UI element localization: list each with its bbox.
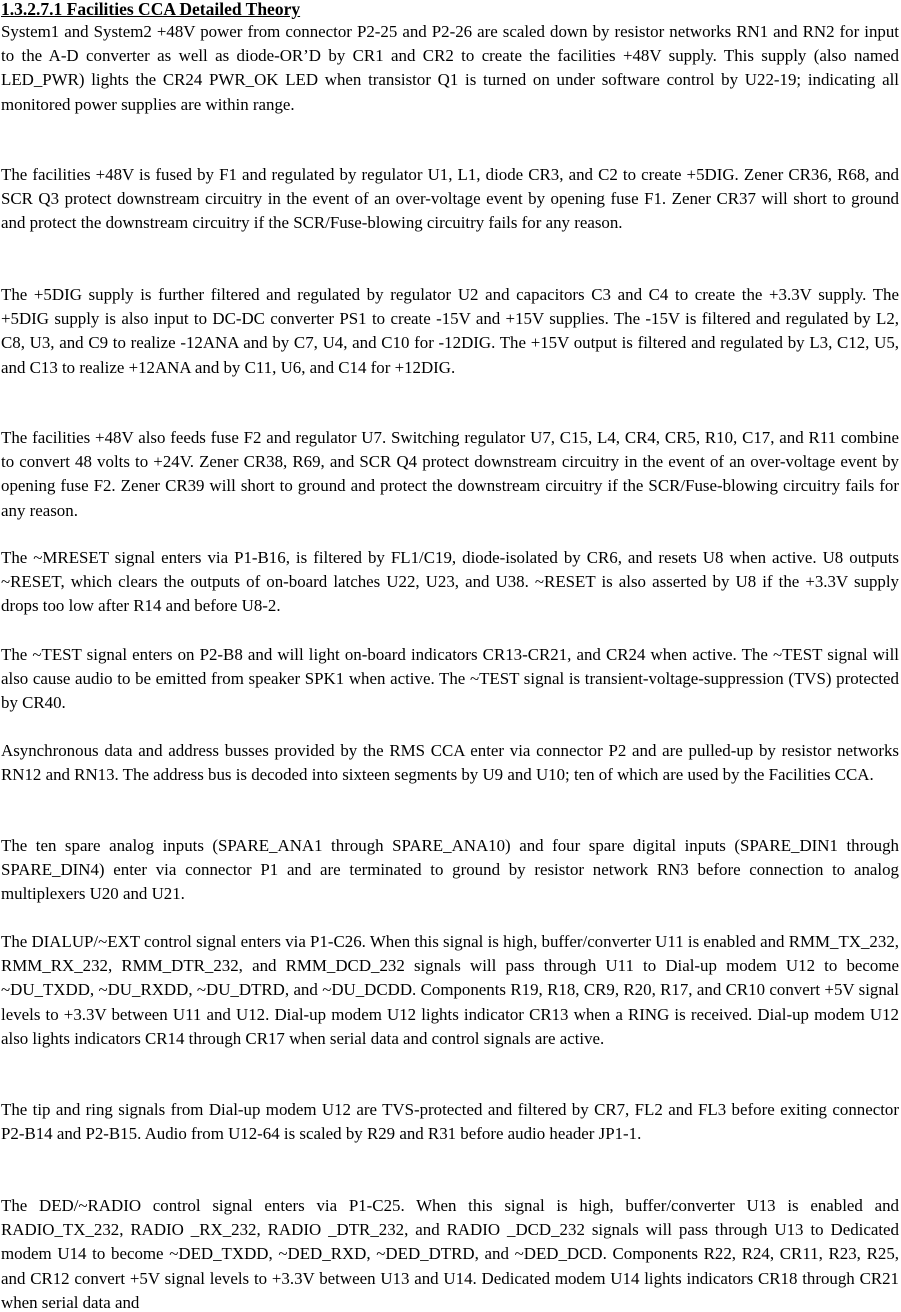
paragraph-tip-ring: The tip and ring signals from Dial-up modem U12 are TVS-protected and filtered by CR7, FL2 and FL3 before exiting connector P2-B14 and P2-B15. Audio from U12-64 is scaled by R29 and R31 before audio header JP1-1. [1, 1100, 899, 1144]
paragraph-power-inputs: System1 and System2 +48V power from connector P2-25 and P2-26 are scaled down by resistor networks RN1 and RN2 for input to the A-D converter as well as diode-OR’D by CR1 and CR2 to create the facilities +48V supply. This supply (also named LED_PWR) lights the CR24 PWR_OK LED when transistor Q1 is turned on under software control by U22-19; indicating all monitored power supplies are within range. [1, 22, 899, 114]
paragraph-data-busses: Asynchronous data and address busses provided by the RMS CCA enter via connector P2 and are pulled-up by resistor networks RN12 and RN13. The address bus is decoded into sixteen segments by U9 and U10; ten of which are used by the Facilities CCA. [1, 741, 899, 785]
paragraph-test-signal: The ~TEST signal enters on P2-B8 and will light on-board indicators CR13-CR21, and CR24 when active. The ~TEST signal will also cause audio to be emitted from speaker SPK1 when active. The ~TEST signal is transient-voltage-suppression (TVS) protected by CR40. [1, 645, 899, 713]
section-heading: 1.3.2.7.1 Facilities CCA Detailed Theory [1, 0, 301, 19]
paragraph-24v-regulation: The facilities +48V also feeds fuse F2 and regulator U7. Switching regulator U7, C15, L4, CR4, CR5, R10, C17, and R11 combine to convert 48 volts to +24V. Zener CR38, R69, and SCR Q4 protect downstream circuitry in the event of an over-voltage event by opening fuse F2. Zener CR39 will short to ground and protect the downstream circuitry if the SCR/Fuse-blowing circuitry fails for any reason. [1, 428, 899, 520]
paragraph-analog-supplies: The +5DIG supply is further filtered and regulated by regulator U2 and capacitors C3 and C4 to create the +3.3V supply. The +5DIG supply is also input to DC-DC converter PS1 to create -15V and +15V supplies. The -15V is filtered and regulated by L2, C8, U3, and C9 to realize -12ANA and by C7, U4, and C10 for -12DIG. The +15V output is filtered and regulated by L3, C12, U5, and C13 to realize +12ANA and by C11, U6, and C14 for +12DIG. [1, 285, 899, 377]
paragraph-5dig-regulation: The facilities +48V is fused by F1 and regulated by regulator U1, L1, diode CR3, and C2 to create +5DIG. Zener CR36, R68, and SCR Q3 protect downstream circuitry in the event of an over-voltage event by opening fuse F1. Zener CR37 will short to ground and protect the downstream circuitry if the SCR/Fuse-blowing circuitry fails for any reason. [1, 165, 899, 233]
paragraph-dialup-control: The DIALUP/~EXT control signal enters via P1-C26. When this signal is high, buffer/converter U11 is enabled and RMM_TX_232, RMM_RX_232, RMM_DTR_232, and RMM_DCD_232 signals will pass through U11 to Dial-up modem U12 to become ~DU_TXDD, ~DU_RXDD, ~DU_DTRD, and ~DU_DCDD. Components R19, R18, CR9, R20, R17, and CR10 convert +5V signal levels to +3.3V between U11 and U12. Dial-up modem U12 lights indicator CR13 when a RING is received. Dial-up modem U12 also lights indicators CR14 through CR17 when serial data and control signals are active. [1, 932, 899, 1048]
paragraph-reset-signal: The ~MRESET signal enters via P1-B16, is filtered by FL1/C19, diode-isolated by CR6, and resets U8 when active. U8 outputs ~RESET, which clears the outputs of on-board latches U22, U23, and U38. ~RESET is also asserted by U8 if the +3.3V supply drops too low after R14 and before U8-2. [1, 548, 899, 616]
paragraph-spare-inputs: The ten spare analog inputs (SPARE_ANA1 through SPARE_ANA10) and four spare digital inputs (SPARE_DIN1 through SPARE_DIN4) enter via connector P1 and are terminated to ground by resistor network RN3 before connection to analog multiplexers U20 and U21. [1, 836, 899, 904]
paragraph-radio-control: The DED/~RADIO control signal enters via P1-C25. When this signal is high, buffer/converter U13 is enabled and RADIO_TX_232, RADIO _RX_232, RADIO _DTR_232, and RADIO _DCD_232 signals will pass through U13 to Dedicated modem U14 to become ~DED_TXDD, ~DED_RXD, ~DED_DTRD, and ~DED_DCD. Components R22, R24, CR11, R23, R25, and CR12 convert +5V signal levels to +3.3V between U13 and U14. Dedicated modem U14 lights indicators CR18 through CR21 when serial data and [1, 1196, 899, 1312]
